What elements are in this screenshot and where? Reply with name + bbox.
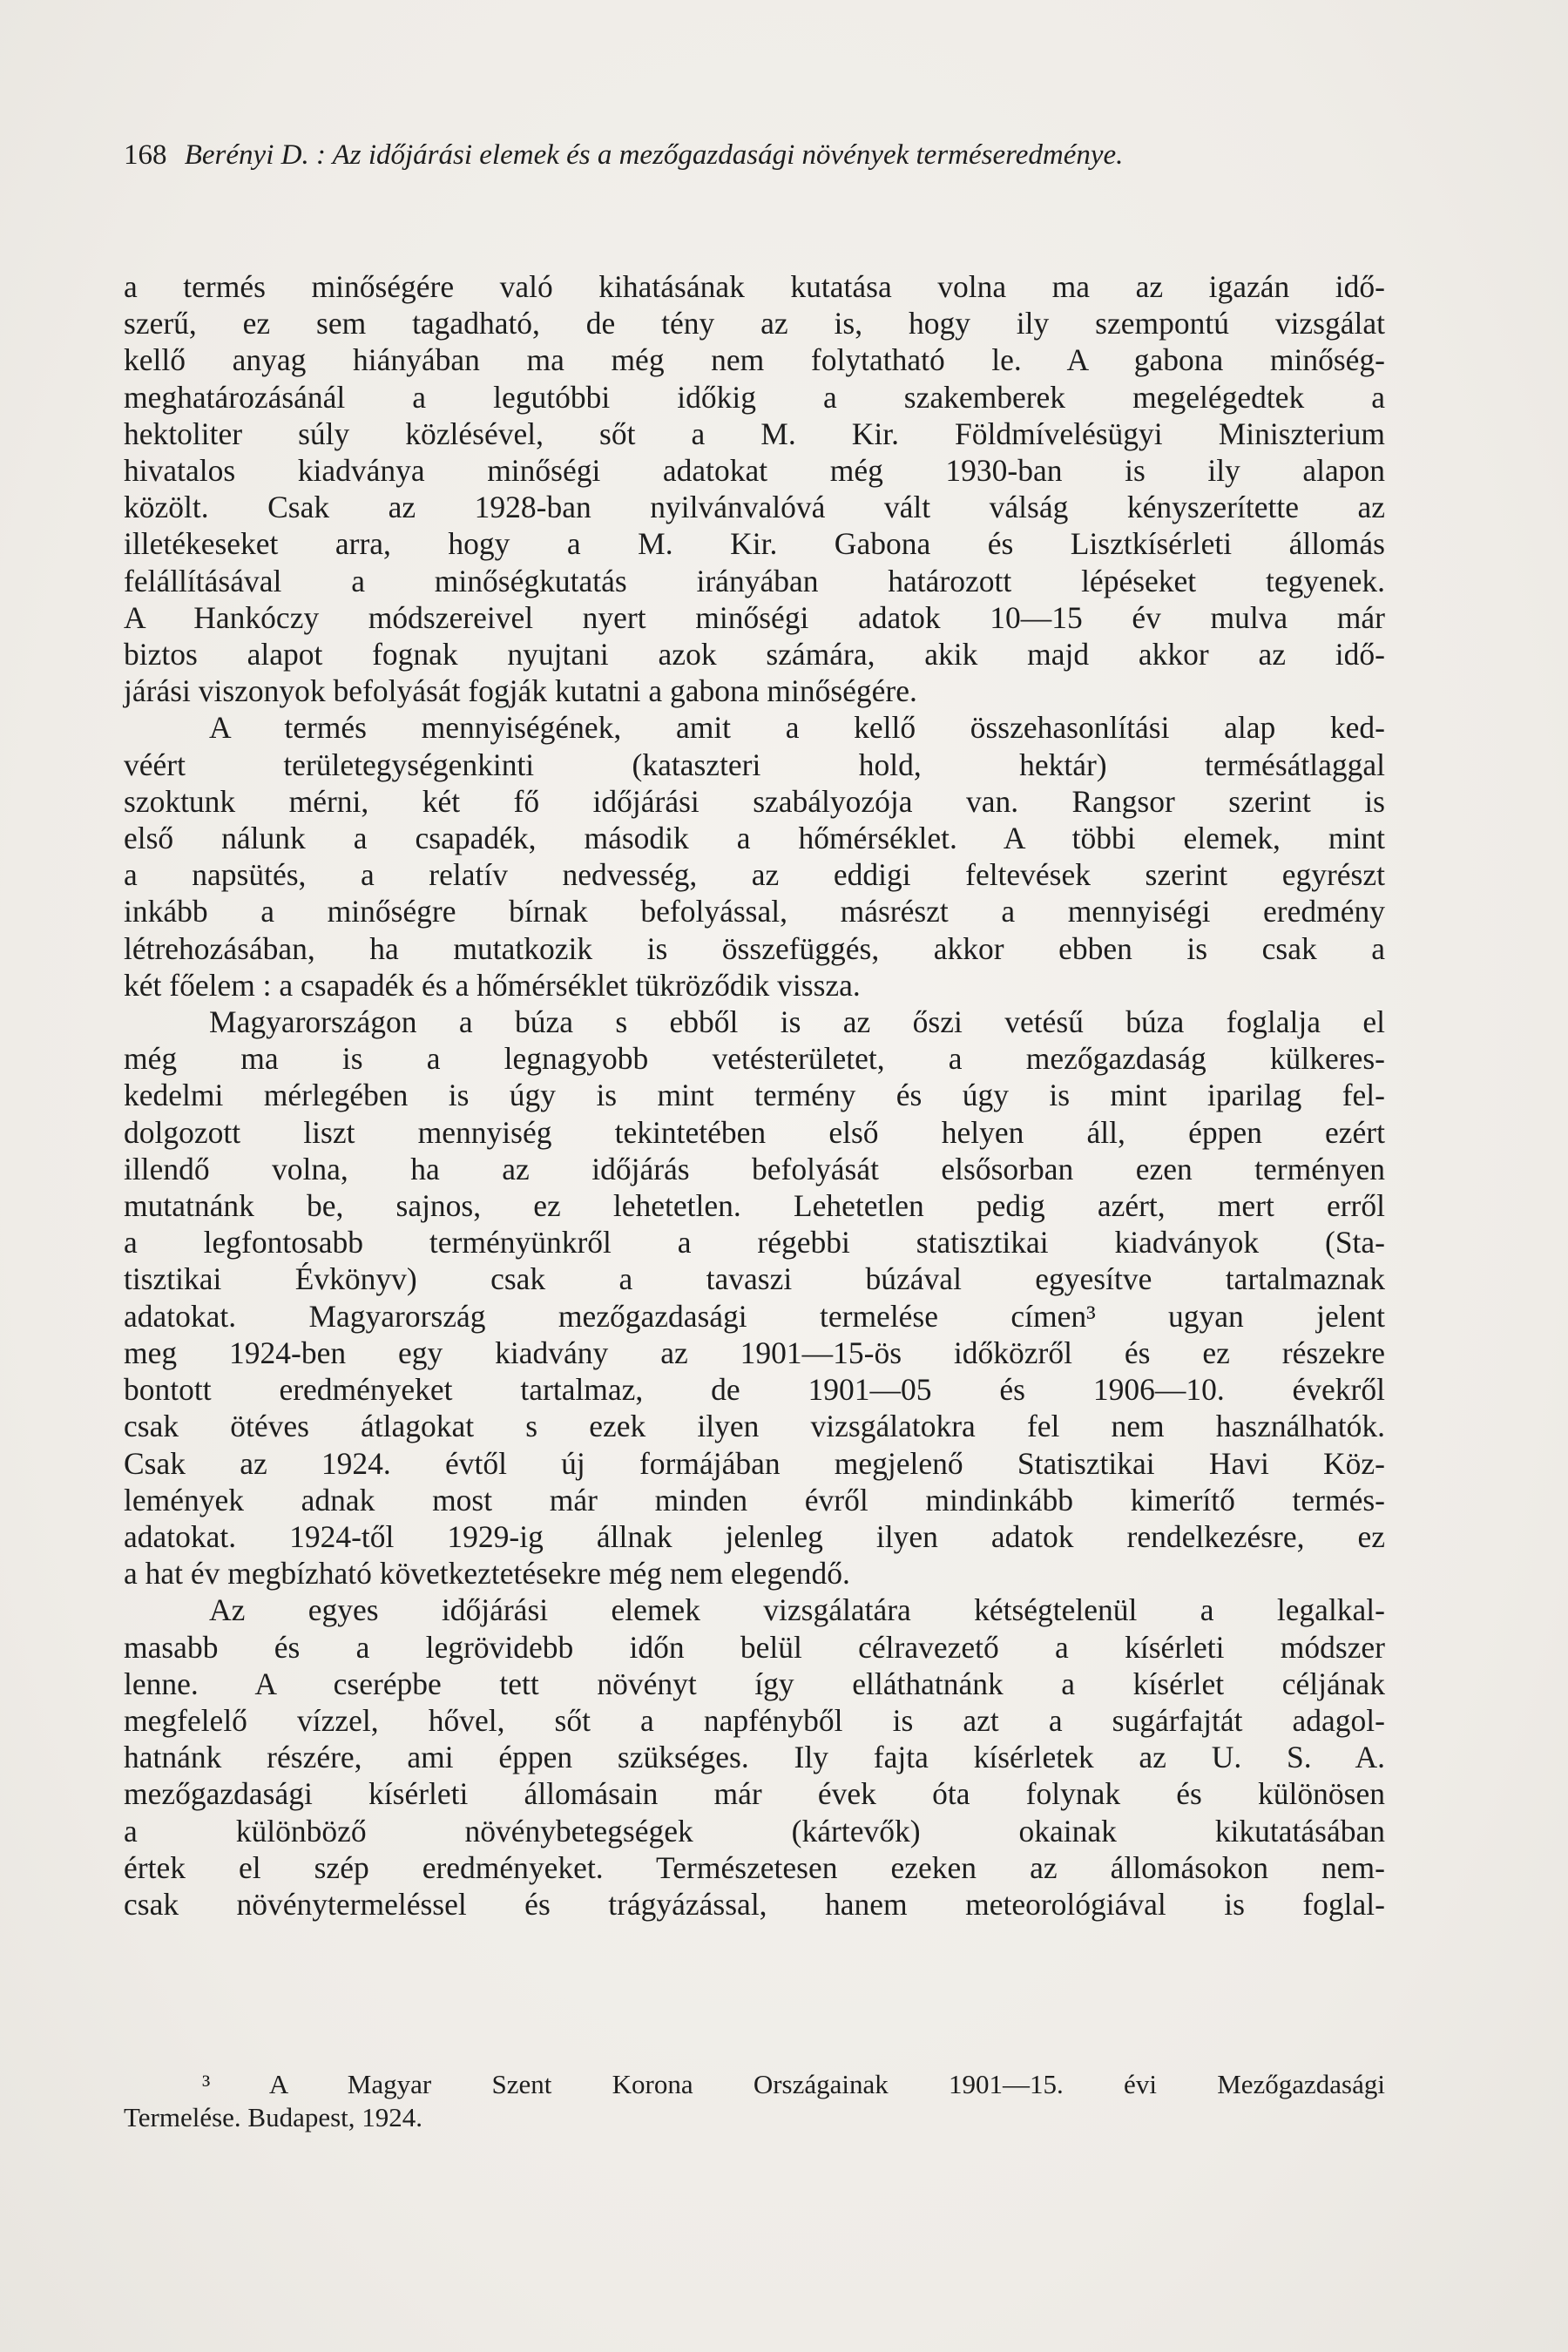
text-line: adatokat. Magyarország mezőgazdasági termelése címen³ ugyan jelent <box>124 1298 1385 1334</box>
footnote-line: ³ A Magyar Szent Korona Országainak 1901—15. évi Mezőgazdasági <box>202 2069 1385 2099</box>
text-line: szoktunk mérni, két fő időjárási szabályozója van. Rangsor szerint is <box>124 783 1385 819</box>
text-line: A Hankóczy módszereivel nyert minőségi adatok 10—15 év mulva már <box>124 599 1385 635</box>
text-line: első nálunk a csapadék, második a hőmérséklet. A többi elemek, mint <box>124 821 1385 856</box>
running-header <box>124 138 1430 172</box>
text-line: kedelmi mérlegében is úgy is mint termény és úgy is mint iparilag fel- <box>124 1078 1385 1113</box>
text-line: a termés minőségére való kihatásának kutatása volna ma az igazán idő- <box>124 269 1385 304</box>
text-line: csak ötéves átlagokat s ezek ilyen vizsgálatokra fel nem használhatók. <box>124 1409 1385 1444</box>
body-text <box>124 268 1385 1923</box>
text-line: véért területegységenkinti (kataszteri hold, hektár) termésátlaggal <box>124 747 1385 782</box>
text-line: Csak az 1924. évtől új formájában megjelenő Statisztikai Havi Köz- <box>124 1445 1385 1481</box>
text-line: közölt. Csak az 1928-ban nyilvánvalóvá vált válság kényszerítette az <box>124 490 1385 525</box>
text-line: mutatnánk be, sajnos, ez lehetetlen. Lehetetlen pedig azért, mert erről <box>124 1188 1385 1224</box>
text-line: értek el szép eredményeket. Természetesen ezeken az állomásokon nem- <box>124 1849 1385 1885</box>
text-line: inkább a minőségre bírnak befolyással, másrészt a mennyiségi eredmény <box>124 894 1385 929</box>
text-line: lemények adnak most már minden évről mindinkább kimerítő termés- <box>124 1482 1385 1517</box>
text-line: még ma is a legnagyobb vetésterületet, a mezőgazdaság külkeres- <box>124 1041 1385 1077</box>
footnote <box>124 2068 1385 2134</box>
text-line: két főelem : a csapadék és a hőmérséklet tükröződik vissza. <box>124 967 861 1003</box>
text-line: adatokat. 1924-től 1929-ig állnak jelenleg ilyen adatok rendelkezésre, ez <box>124 1518 1385 1554</box>
text-line: biztos alapot fognak nyujtani azok számára, akik majd akkor az idő- <box>124 637 1385 672</box>
text-line: illendő volna, ha az időjárás befolyását elsősorban ezen terményen <box>124 1151 1385 1186</box>
text-line: dolgozott liszt mennyiség tekintetében első helyen áll, éppen ezért <box>124 1114 1385 1150</box>
text-line: a hat év megbízható következtetésekre még nem elegendő. <box>124 1556 850 1592</box>
text-line: létrehozásában, ha mutatkozik is összefüggés, akkor ebben is csak a <box>124 930 1385 966</box>
text-line: a különböző növénybetegségek (kártevők) okainak kikutatásában <box>124 1813 1385 1848</box>
text-line: meg 1924-ben egy kiadvány az 1901—15-ös időközről és ez részekre <box>124 1335 1385 1370</box>
footnote-line: Termelése. Budapest, 1924. <box>124 2102 423 2132</box>
page-number: 168 <box>124 139 167 171</box>
text-line: kellő anyag hiányában ma még nem folytatható le. A gabona minőség- <box>124 342 1385 378</box>
text-line: hektoliter súly közlésével, sőt a M. Kir. Földmívelésügyi Miniszterium <box>124 416 1385 451</box>
text-line: masabb és a legrövidebb időn belül célravezető a kísérleti módszer <box>124 1629 1385 1665</box>
text-line: hivatalos kiadványa minőségi adatokat még 1930-ban is ily alapon <box>124 453 1385 489</box>
text-line: járási viszonyok befolyását fogják kutatni a gabona minőségére. <box>124 673 917 709</box>
text-line: illetékeseket arra, hogy a M. Kir. Gabona és Lisztkísérleti állomás <box>124 526 1385 562</box>
text-line: mezőgazdasági kísérleti állomásain már évek óta folynak és különösen <box>124 1776 1385 1812</box>
text-line: lenne. A cserépbe tett növényt így elláthatnánk a kísérlet céljának <box>124 1666 1385 1701</box>
text-line: felállításával a minőségkutatás irányában határozott lépéseket tegyenek. <box>124 563 1385 598</box>
running-title: Berényi D. : Az időjárási elemek és a mezőgazdasági növények terméseredménye. <box>184 139 1124 171</box>
text-line: Az egyes időjárási elemek vizsgálatára kétségtelenül a legalkal- <box>209 1592 1385 1628</box>
text-line: Magyarországon a búza s ebből is az őszi vetésű búza foglalja el <box>209 1004 1385 1040</box>
text-line: meghatározásánál a legutóbbi időkig a szakemberek megelégedtek a <box>124 379 1385 415</box>
text-line: A termés mennyiségének, amit a kellő összehasonlítási alap ked- <box>209 710 1385 746</box>
text-line: tisztikai Évkönyv) csak a tavaszi búzával egyesítve tartalmaznak <box>124 1261 1385 1297</box>
text-line: szerű, ez sem tagadható, de tény az is, hogy ily szempontú vizsgálat <box>124 306 1385 341</box>
text-line: a legfontosabb terményünkről a régebbi statisztikai kiadványok (Sta- <box>124 1225 1385 1260</box>
text-line: megfelelő vízzel, hővel, sőt a napfényből is azt a sugárfajtát adagol- <box>124 1702 1385 1738</box>
text-line: csak növénytermeléssel és trágyázással, hanem meteorológiával is foglal- <box>124 1886 1385 1922</box>
text-line: a napsütés, a relatív nedvesség, az eddigi feltevések szerint egyrészt <box>124 857 1385 893</box>
text-line: bontott eredményeket tartalmaz, de 1901—05 és 1906—10. évekről <box>124 1372 1385 1408</box>
text-line: hatnánk részére, ami éppen szükséges. Ily fajta kísérletek az U. S. A. <box>124 1740 1385 1775</box>
